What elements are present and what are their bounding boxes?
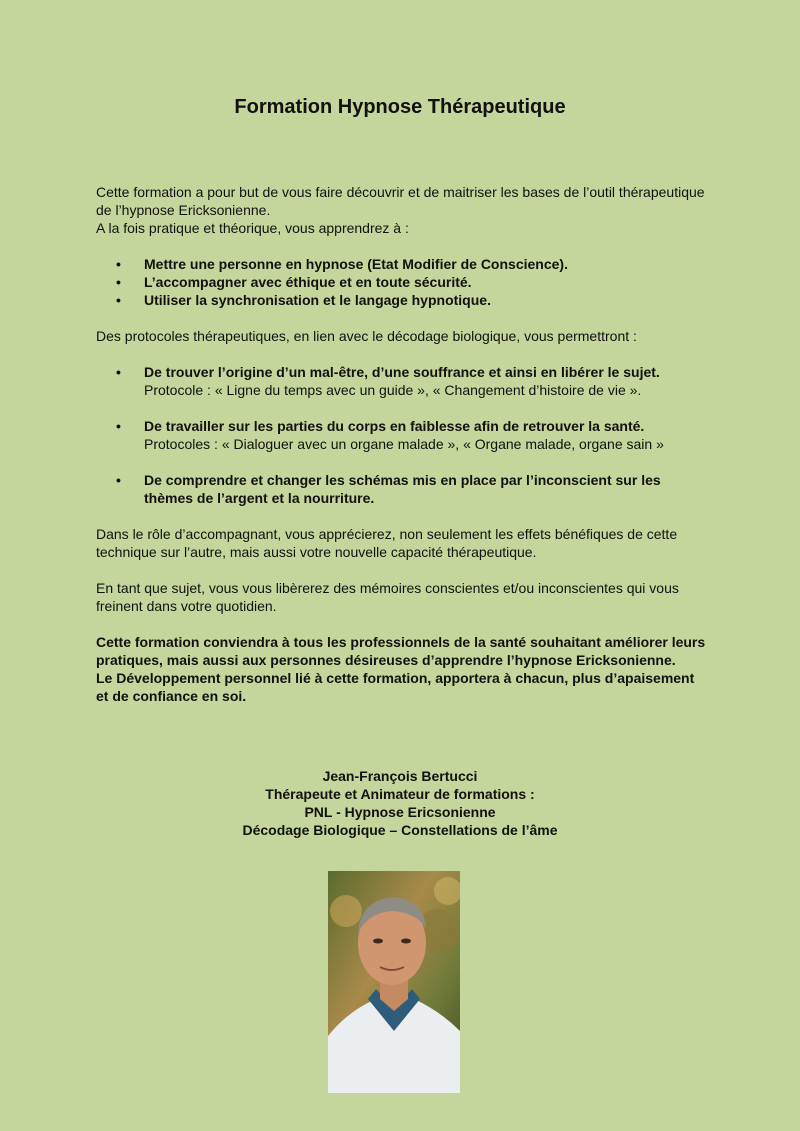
author-role: Thérapeute et Animateur de formations : <box>265 786 535 802</box>
development-line: Le Développement personnel lié à cette formation, apportera à chacun, plus d’apaisement et de confiance en soi. <box>96 670 695 704</box>
list-item <box>96 471 706 507</box>
audience-paragraph <box>96 633 706 705</box>
protocol-main: De travailler sur les parties du corps en faiblesse afin de retrouver la santé. <box>144 418 645 434</box>
protocol-sub: Protocoles : « Dialoguer avec un organe malade », « Organe malade, organe sain » <box>144 436 664 452</box>
list-item: • L’accompagner avec éthique et en toute sécurité. <box>96 273 706 291</box>
intro-paragraph <box>96 183 706 237</box>
protocol-main: De comprendre et changer les schémas mis en place par l’inconscient sur les thèmes de l’argent et la nourriture. <box>144 472 661 506</box>
intro-line-2: A la fois pratique et théorique, vous apprendrez à : <box>96 220 409 236</box>
protocol-main: De trouver l’origine d’un mal-être, d’une souffrance et ainsi en libérer le sujet. <box>144 364 660 380</box>
author-specialty-2: Décodage Biologique – Constellations de l’âme <box>242 822 558 838</box>
author-photo <box>328 871 460 1093</box>
accompagnant-paragraph: Dans le rôle d’accompagnant, vous apprécierez, non seulement les effets bénéfiques de cette technique sur l’autre, mais aussi votre nouvelle capacité thérapeutique. <box>96 526 678 560</box>
protocol-sub: Protocole : « Ligne du temps avec un guide », « Changement d’histoire de vie ». <box>144 382 642 398</box>
skills-list <box>96 255 706 309</box>
list-item <box>96 363 706 399</box>
intro-line-1: Cette formation a pour but de vous faire découvrir et de maitriser les bases de l’outil thérapeutique de l’hypnose Ericksonienne. <box>96 184 705 218</box>
portrait-illustration <box>328 871 460 1093</box>
protocols-list <box>96 363 706 507</box>
author-name: Jean-François Bertucci <box>322 768 478 784</box>
document-body <box>96 183 706 705</box>
list-item: • Utiliser la synchronisation et le langage hypnotique. <box>96 291 706 309</box>
protocols-intro: Des protocoles thérapeutiques, en lien avec le décodage biologique, vous permettront : <box>96 328 637 344</box>
signature-block <box>0 767 800 839</box>
sujet-paragraph: En tant que sujet, vous vous libèrerez des mémoires conscientes et/ou inconscientes qui vous freinent dans votre quotidien. <box>96 580 679 614</box>
list-item: • Mettre une personne en hypnose (Etat Modifier de Conscience). <box>96 255 706 273</box>
author-specialty-1: PNL - Hypnose Ericsonienne <box>304 804 496 820</box>
page-title: Formation Hypnose Thérapeutique <box>234 96 566 118</box>
list-item <box>96 417 706 453</box>
audience-line: Cette formation conviendra à tous les professionnels de la santé souhaitant améliorer leurs pratiques, mais aussi aux personnes désireuses d’apprendre l’hypnose Ericksonienne. <box>96 634 706 668</box>
